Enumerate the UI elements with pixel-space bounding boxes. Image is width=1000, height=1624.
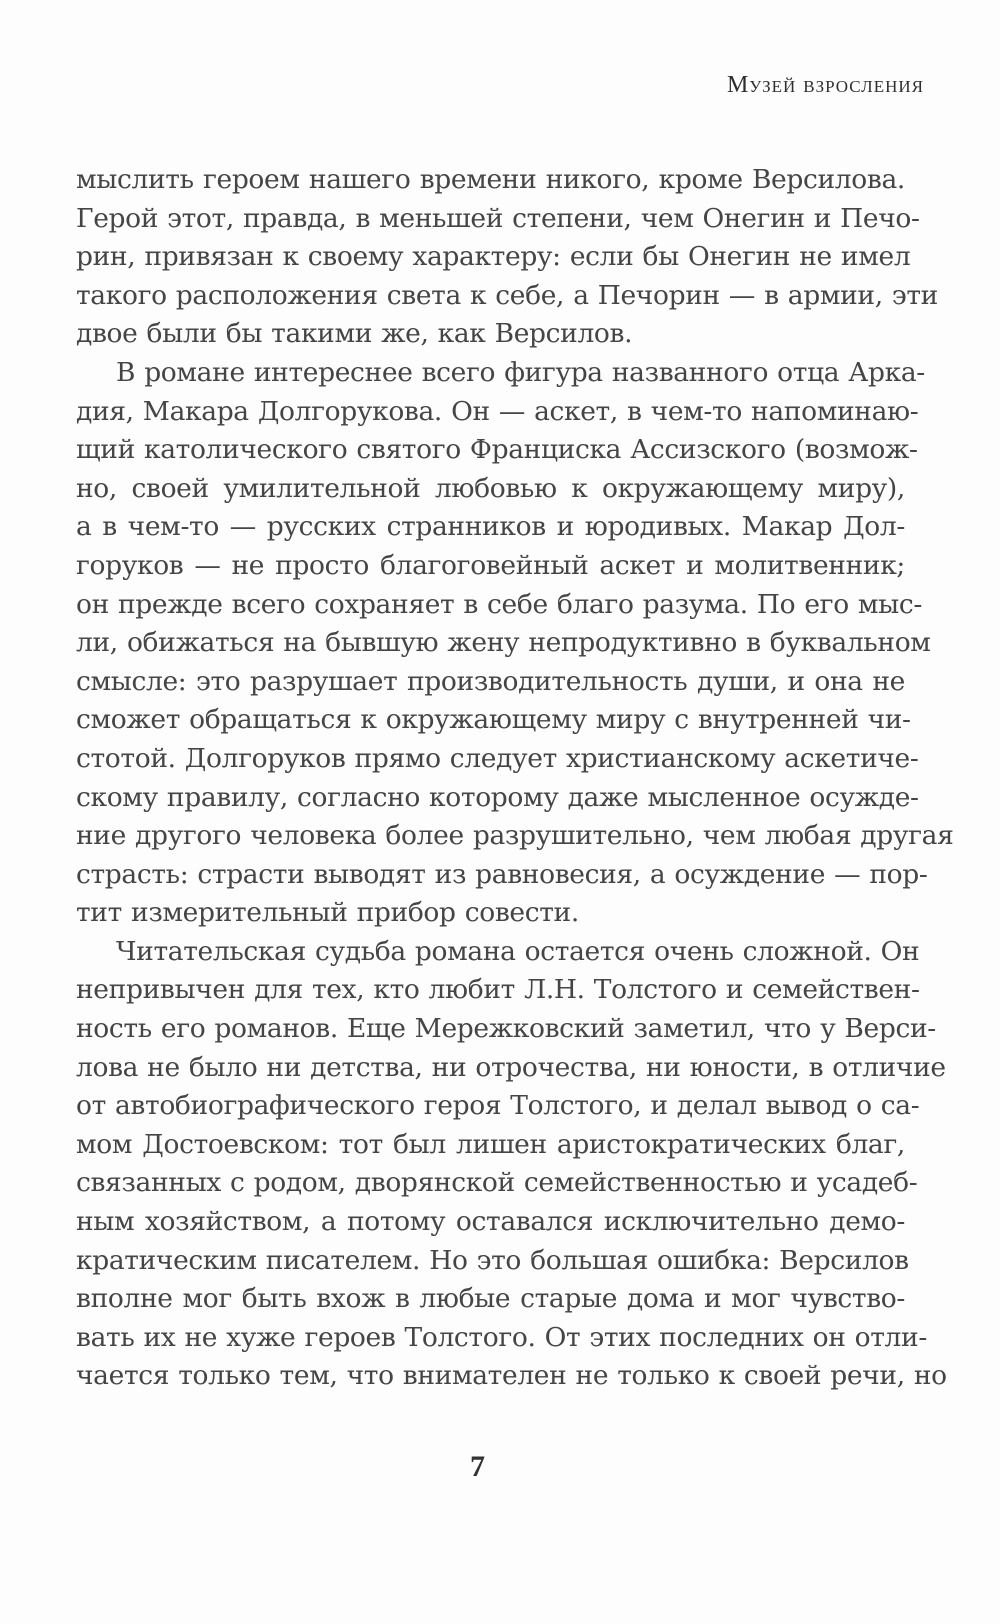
- text-line: ность его романов. Еще Мережковский заметил, что у Верси-: [76, 1013, 936, 1045]
- text-line: дия, Макара Долгорукова. Он — аскет, в чем-то напоминаю-: [76, 395, 919, 427]
- text-line: связанных с родом, дворянской семейственностью и усадеб-: [76, 1167, 918, 1199]
- text-line: чается только тем, что внимателен не только к своей речи, но: [76, 1360, 947, 1392]
- text-line: стотой. Долгоруков прямо следует христианскому аскетиче-: [76, 742, 919, 774]
- text-line: рин, привязан к своему характеру: если бы Онегин не имел: [76, 241, 911, 273]
- text-line: он прежде всего сохраняет в себе благо разума. По его мыс-: [76, 588, 922, 620]
- text-line: скому правилу, согласно которому даже мысленное осужде-: [76, 781, 919, 813]
- text-line: непривычен для тех, кто любит Л.Н. Толстого и семействен-: [76, 974, 920, 1006]
- body-text: [76, 161, 954, 1396]
- text-line: мом Достоевском: тот был лишен аристократических благ,: [76, 1128, 905, 1160]
- text-line: от автобиографического героя Толстого, и делал вывод о са-: [76, 1090, 920, 1122]
- text-line: кратическим писателем. Но это большая ошибка: Версилов: [76, 1244, 909, 1276]
- page-number: 7: [470, 1450, 485, 1483]
- text-line: ли, обижаться на бывшую жену непродуктивно в буквальном: [76, 627, 931, 659]
- text-line: смысле: это разрушает производительность души, и она не: [76, 665, 905, 697]
- text-line: ным хозяйством, а потому оставался исключительно демо-: [76, 1206, 905, 1238]
- text-line: мыслить героем нашего времени никого, кроме Версилова.: [76, 164, 905, 195]
- text-line: лова не было ни детства, ни отрочества, ни юности, в отличие: [76, 1051, 946, 1083]
- text-line: сможет обращаться к окружающему миру с внутренней чи-: [76, 704, 911, 736]
- text-line: щий католического святого Франциска Ассизского (возмож-: [76, 434, 918, 466]
- text-line: вать их не хуже героев Толстого. От этих последних он отли-: [76, 1321, 927, 1353]
- text-line: такого расположения света к себе, а Печорин — в армии, эти: [76, 279, 938, 311]
- text-line: тит измерительный прибор совести.: [76, 897, 579, 929]
- text-line: двое были бы такими же, как Версилов.: [76, 318, 633, 350]
- text-line: горуков — не просто благоговейный аскет и молитвенник;: [76, 549, 905, 581]
- text-line: страсть: страсти выводят из равновесия, а осуждение — пор-: [76, 858, 928, 890]
- text-line: ние другого человека более разрушительно, чем любая другая: [76, 820, 954, 852]
- text-line: В романе интереснее всего фигура названного отца Арка-: [116, 356, 925, 388]
- text-line: Читательская судьба романа остается очень сложной. Он: [116, 935, 920, 967]
- text-line: но, своей умилительной любовью к окружающему миру),: [76, 472, 905, 504]
- running-head: Музей взросления: [726, 72, 924, 98]
- text-line: а в чем-то — русских странников и юродивых. Макар Дол-: [76, 511, 905, 543]
- text-line: вполне мог быть вхож в любые старые дома и мог чувство-: [76, 1283, 905, 1315]
- text-line: Герой этот, правда, в меньшей степени, чем Онегин и Печо-: [76, 202, 920, 234]
